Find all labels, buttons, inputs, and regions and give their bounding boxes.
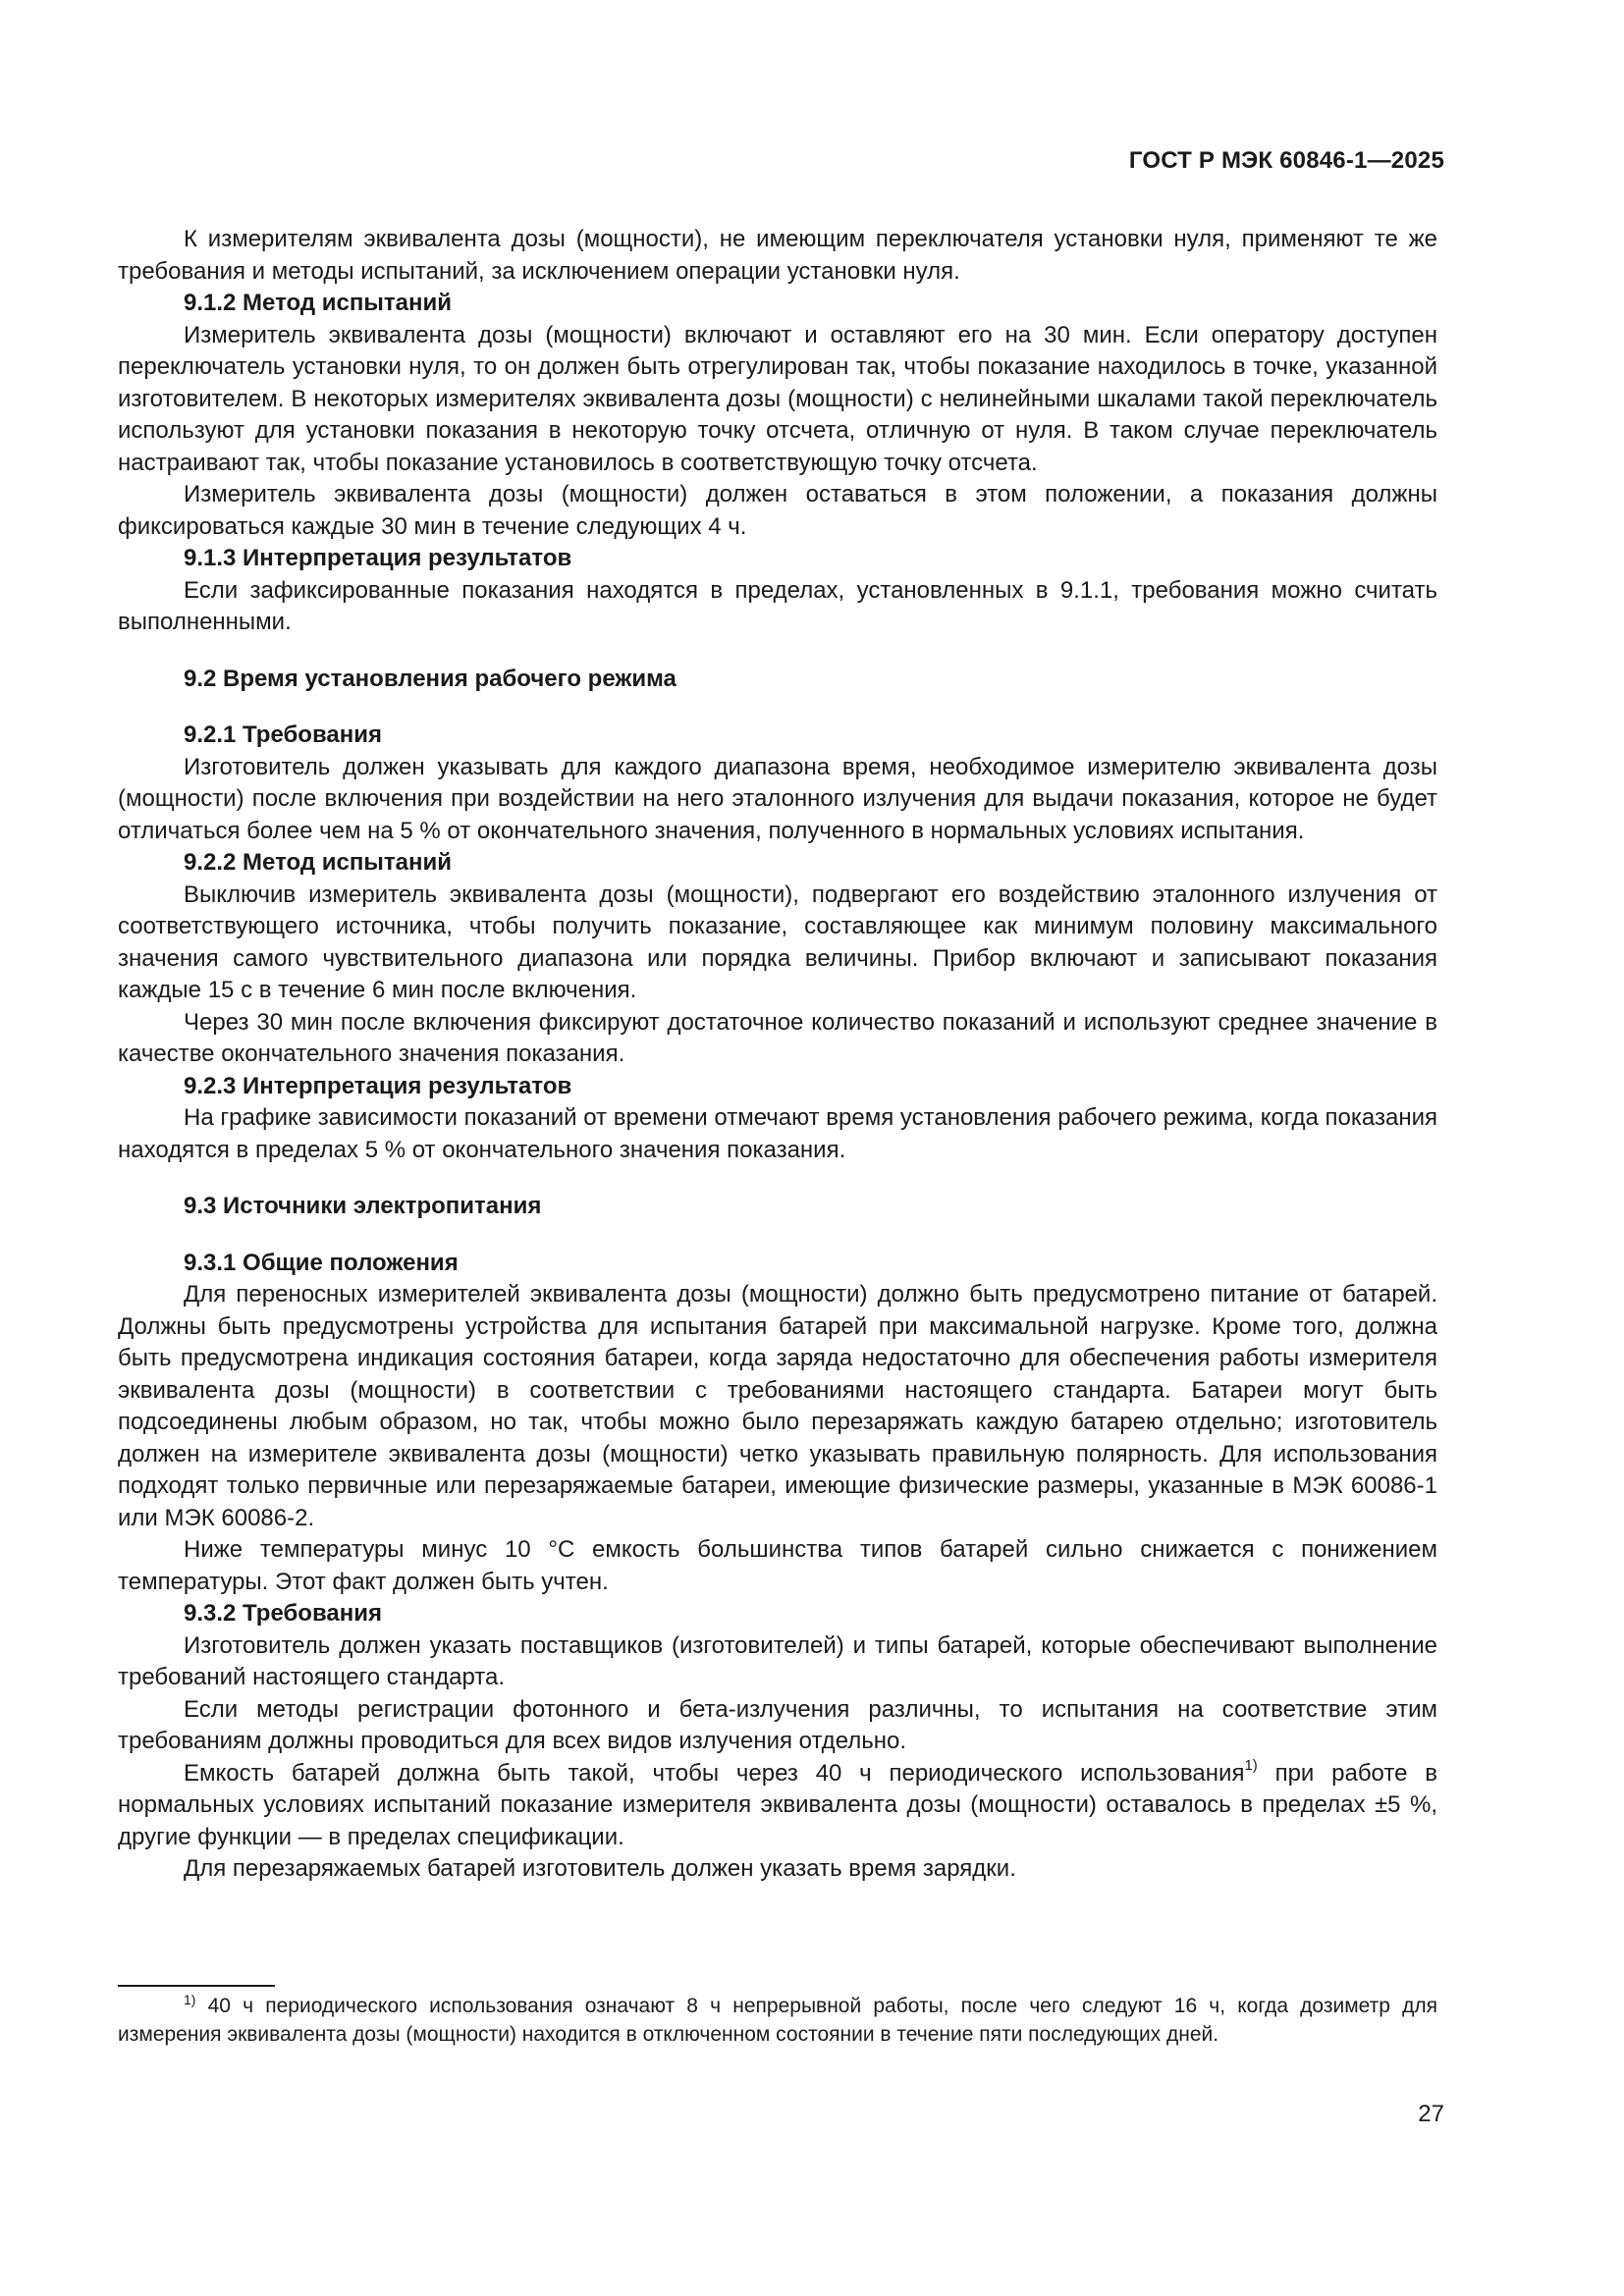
footnote-separator bbox=[118, 1985, 275, 1987]
footnote-marker: 1) bbox=[184, 1992, 196, 2007]
paragraph-9-3-2-4: Для перезаряжаемых батарей изготовитель должен указать время зарядки. bbox=[184, 1855, 1016, 1882]
heading-9-2-3: 9.2.3 Интерпретация результатов bbox=[184, 1072, 572, 1099]
heading-9-3-2: 9.3.2 Требования bbox=[184, 1600, 383, 1627]
paragraph-9-3-2-3-end: при работе в нормальных условиях испытаний показание измерителя эквивалента дозы (мощности) оставалось в пределах ±5 %, другие функции — в пределах спецификации. bbox=[118, 1759, 1437, 1850]
paragraph-9-2-2-2: Через 30 мин после включения фиксируют достаточное количество показаний и используют среднее значение в качестве окончательного значения показания. bbox=[118, 1008, 1437, 1067]
heading-9-2-2: 9.2.2 Метод испытаний bbox=[184, 849, 452, 876]
paragraph-9-3-2-2: Если методы регистрации фотонного и бета-излучения различны, то испытания на соответствие этим требованиям должны проводиться для всех видов излучения отдельно. bbox=[118, 1695, 1437, 1754]
document-id-header: ГОСТ Р МЭК 60846-1—2025 bbox=[1128, 147, 1444, 174]
heading-9-2-1: 9.2.1 Требования bbox=[184, 721, 383, 748]
heading-9-1-2: 9.1.2 Метод испытаний bbox=[184, 290, 452, 316]
footnote bbox=[118, 1993, 1437, 2049]
heading-9-3-1: 9.3.1 Общие положения bbox=[184, 1249, 459, 1276]
page-number: 27 bbox=[1418, 2101, 1444, 2127]
paragraph-9-3-2-3 bbox=[118, 1758, 1437, 1854]
paragraph-9-3-1-2: Ниже температуры минус 10 °С емкость большинства типов батарей сильно снижается с понижением температуры. Этот факт должен быть учтен. bbox=[118, 1536, 1437, 1595]
footnote-text: 40 ч периодического использования означают 8 ч непрерывной работы, после чего следуют 16 ч, когда дозиметр для измерения эквивалента дозы (мощности) находится в отключенном состоянии в течение пяти последующих дней. bbox=[118, 1995, 1437, 2046]
paragraph-9-1-3: Если зафиксированные показания находятся в пределах, установленных в 9.1.1, требования можно считать выполненными. bbox=[118, 576, 1437, 635]
document-body bbox=[118, 224, 1437, 1886]
paragraph-9-2-3: На графике зависимости показаний от времени отмечают время установления рабочего режима, когда показания находятся в пределах 5 % от окончательного значения показания. bbox=[118, 1104, 1437, 1163]
paragraph-9-2-1: Изготовитель должен указывать для каждого диапазона время, необходимое измерителю эквивалента дозы (мощности) после включения при воздействии на него эталонного излучения для выдачи показания, которое не будет отличаться более чем на 5 % от окончательного значения, полученного в нормальных условиях испытания. bbox=[118, 753, 1437, 844]
paragraph-9-1-2-2: Измеритель эквивалента дозы (мощности) должен оставаться в этом положении, а показания должны фиксироваться каждые 30 мин в течение следующих 4 ч. bbox=[118, 481, 1437, 540]
footnote-paragraph bbox=[118, 1993, 1437, 2049]
paragraph-9-2-2-1: Выключив измеритель эквивалента дозы (мощности), подвергают его воздействию эталонного излучения от соответствующего источника, чтобы получить показание, составляющее как минимум половину максимального значения самого чувствительного диапазона или порядка величины. Прибор включают и записывают показания каждые 15 с в течение 6 мин после включения. bbox=[118, 881, 1437, 1003]
heading-9-3: 9.3 Источники электропитания bbox=[184, 1193, 542, 1219]
paragraph-intro: К измерителям эквивалента дозы (мощности), не имеющим переключателя установки нуля, применяют те же требования и методы испытаний, за исключением операции установки нуля. bbox=[118, 226, 1437, 285]
paragraph-9-3-2-1: Изготовитель должен указать поставщиков (изготовителей) и типы батарей, которые обеспечивают выполнение требований настоящего стандарта. bbox=[118, 1631, 1437, 1690]
paragraph-9-3-1-1: Для переносных измерителей эквивалента дозы (мощности) должно быть предусмотрено питание от батарей. Должны быть предусмотрены устройства для испытания батарей при максимальной нагрузке. Кроме того, должна быть предусмотрена индикация состояния батареи, когда заряда недостаточно для обеспечения работы измерителя эквивалента дозы (мощности) в соответствии с требованиями настоящего стандарта. Батареи могут быть подсоединены любым образом, но так, чтобы можно было перезаряжать каждую батарею отдельно; изготовитель должен на измерителе эквивалента дозы (мощности) четко указывать правильную полярность. Для использования подходят только первичные или перезаряжаемые батареи, имеющие физические размеры, указанные в МЭК 60086-1 или МЭК 60086-2. bbox=[118, 1281, 1437, 1531]
heading-9-1-3: 9.1.3 Интерпретация результатов bbox=[184, 545, 572, 571]
paragraph-9-1-2-1: Измеритель эквивалента дозы (мощности) включают и оставляют его на 30 мин. Если оператору доступен переключатель установки нуля, то он должен быть отрегулирован так, чтобы показание находилось в точке, указанной изготовителем. В некоторых измерителях эквивалента дозы (мощности) с нелинейными шкалами такой переключатель используют для установки показания в некоторую точку отсчета, отличную от нуля. В таком случае переключатель настраивают так, чтобы показание установилось в соответствующую точку отсчета. bbox=[118, 321, 1437, 476]
paragraph-9-3-2-3-start: Емкость батарей должна быть такой, чтобы через 40 ч периодического использования bbox=[184, 1759, 1245, 1787]
footnote-reference[interactable]: 1) bbox=[1244, 1756, 1258, 1774]
heading-9-2: 9.2 Время установления рабочего режима bbox=[184, 665, 677, 692]
